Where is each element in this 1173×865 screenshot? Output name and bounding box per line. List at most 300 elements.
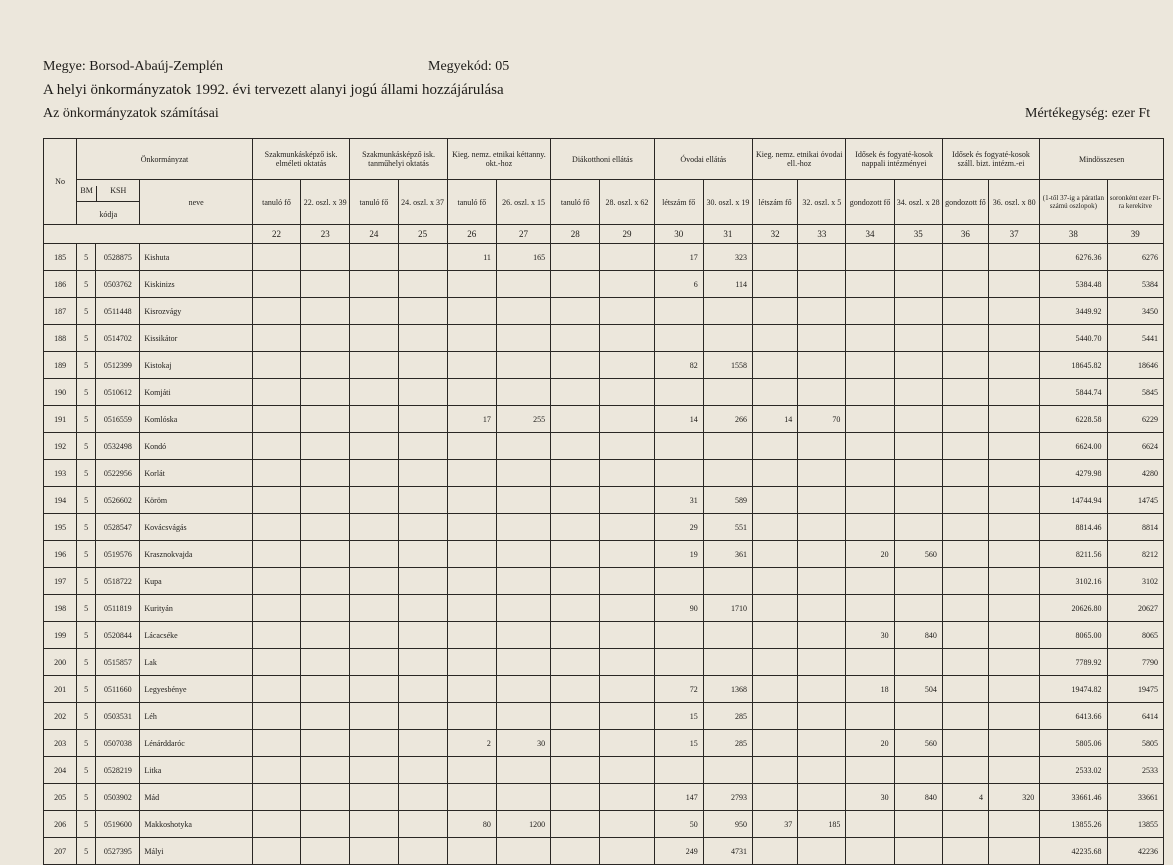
row-value-cell-33 — [798, 838, 846, 865]
row-value-cell-38: 14744.94 — [1040, 487, 1107, 514]
row-value-cell-31: 589 — [703, 487, 752, 514]
subheader-12: gondozott fő — [846, 180, 894, 225]
row-value-cell-28 — [551, 730, 600, 757]
row-value-cell-23 — [301, 568, 350, 595]
row-ksh-cell: 0507038 — [96, 730, 140, 757]
row-value-cell-31: 950 — [703, 811, 752, 838]
subheader-6: tanuló fő — [551, 180, 600, 225]
row-value-cell-31: 1710 — [703, 595, 752, 622]
table-row — [44, 568, 1164, 595]
col-number-34: 34 — [846, 225, 894, 244]
row-value-cell-25 — [398, 811, 447, 838]
row-value-cell-37 — [989, 460, 1040, 487]
row-value-cell-32 — [753, 676, 798, 703]
neve-header: neve — [140, 180, 252, 225]
row-value-cell-23 — [301, 703, 350, 730]
row-value-cell-37 — [989, 703, 1040, 730]
row-bm-cell: 5 — [77, 433, 96, 460]
subheader-5: 26. oszl. x 15 — [496, 180, 550, 225]
row-value-cell-27 — [496, 433, 550, 460]
row-value-cell-27 — [496, 541, 550, 568]
row-value-cell-24 — [350, 595, 398, 622]
row-value-cell-26 — [447, 568, 496, 595]
row-value-cell-35 — [894, 811, 942, 838]
subheader-2: tanuló fő — [350, 180, 398, 225]
row-value-cell-33: 70 — [798, 406, 846, 433]
row-ksh-cell: 0528875 — [96, 244, 140, 271]
row-value-cell-38: 7789.92 — [1040, 649, 1107, 676]
row-value-cell-39: 13855 — [1107, 811, 1163, 838]
row-value-cell-31: 1368 — [703, 676, 752, 703]
row-value-cell-34 — [846, 703, 894, 730]
row-value-cell-38: 33661.46 — [1040, 784, 1107, 811]
row-value-cell-24 — [350, 676, 398, 703]
row-value-cell-25 — [398, 622, 447, 649]
row-value-cell-26 — [447, 352, 496, 379]
row-value-cell-30 — [654, 568, 703, 595]
row-value-cell-29 — [600, 541, 654, 568]
row-value-cell-27 — [496, 676, 550, 703]
col-number-22: 22 — [252, 225, 300, 244]
row-value-cell-39: 4280 — [1107, 460, 1163, 487]
row-value-cell-28 — [551, 352, 600, 379]
row-value-cell-37 — [989, 487, 1040, 514]
row-value-cell-33 — [798, 514, 846, 541]
row-value-cell-32 — [753, 703, 798, 730]
row-value-cell-26: 2 — [447, 730, 496, 757]
row-no-cell: 198 — [44, 595, 77, 622]
row-value-cell-25 — [398, 595, 447, 622]
row-bm-cell: 5 — [77, 244, 96, 271]
row-value-cell-28 — [551, 676, 600, 703]
col-number-24: 24 — [350, 225, 398, 244]
row-value-cell-24 — [350, 541, 398, 568]
row-no-cell: 205 — [44, 784, 77, 811]
row-value-cell-23 — [301, 433, 350, 460]
row-no-cell: 187 — [44, 298, 77, 325]
row-value-cell-30: 19 — [654, 541, 703, 568]
row-ksh-cell: 0503762 — [96, 271, 140, 298]
row-name-cell: Lénárddaróc — [140, 730, 252, 757]
row-value-cell-29 — [600, 730, 654, 757]
row-name-cell: Kiskinizs — [140, 271, 252, 298]
row-value-cell-35 — [894, 244, 942, 271]
row-value-cell-23 — [301, 460, 350, 487]
row-value-cell-23 — [301, 595, 350, 622]
row-value-cell-39: 8814 — [1107, 514, 1163, 541]
table-row — [44, 406, 1164, 433]
row-value-cell-28 — [551, 811, 600, 838]
row-value-cell-38: 5384.48 — [1040, 271, 1107, 298]
row-value-cell-38: 6413.66 — [1040, 703, 1107, 730]
row-value-cell-26 — [447, 325, 496, 352]
col-number-29: 29 — [600, 225, 654, 244]
row-value-cell-38: 5805.06 — [1040, 730, 1107, 757]
row-value-cell-22 — [252, 433, 300, 460]
row-value-cell-33 — [798, 730, 846, 757]
row-value-cell-33 — [798, 244, 846, 271]
row-value-cell-25 — [398, 757, 447, 784]
county-label: Megye: Borsod-Abaúj-Zemplén — [43, 59, 224, 74]
row-value-cell-26 — [447, 514, 496, 541]
row-value-cell-34 — [846, 298, 894, 325]
unit-label: Mértékegység: ezer Ft — [1025, 106, 1151, 121]
row-value-cell-37 — [989, 406, 1040, 433]
row-value-cell-26 — [447, 757, 496, 784]
row-value-cell-26 — [447, 460, 496, 487]
row-value-cell-27: 255 — [496, 406, 550, 433]
row-value-cell-38: 19474.82 — [1040, 676, 1107, 703]
col-group-5: Kieg. nemz. etnikai óvodai ell.-hoz — [753, 139, 846, 180]
row-no-cell: 192 — [44, 433, 77, 460]
row-value-cell-24 — [350, 244, 398, 271]
row-value-cell-30: 31 — [654, 487, 703, 514]
row-value-cell-29 — [600, 703, 654, 730]
row-name-cell: Korlát — [140, 460, 252, 487]
row-bm-cell: 5 — [77, 406, 96, 433]
row-value-cell-34 — [846, 649, 894, 676]
row-value-cell-35 — [894, 460, 942, 487]
subheader-9: 30. oszl. x 19 — [703, 180, 752, 225]
row-value-cell-33 — [798, 541, 846, 568]
row-value-cell-25 — [398, 406, 447, 433]
document-title: A helyi önkormányzatok 1992. évi tervezett alanyi jogú állami hozzájárulása — [43, 82, 504, 98]
row-value-cell-28 — [551, 541, 600, 568]
row-value-cell-33 — [798, 784, 846, 811]
row-value-cell-23 — [301, 352, 350, 379]
row-value-cell-26 — [447, 271, 496, 298]
data-table — [43, 138, 1164, 865]
row-ksh-cell: 0516559 — [96, 406, 140, 433]
row-value-cell-32 — [753, 541, 798, 568]
row-value-cell-34 — [846, 757, 894, 784]
col-number-31: 31 — [703, 225, 752, 244]
col-number-28: 28 — [551, 225, 600, 244]
row-value-cell-22 — [252, 811, 300, 838]
row-value-cell-24 — [350, 325, 398, 352]
row-value-cell-31 — [703, 379, 752, 406]
table-row — [44, 784, 1164, 811]
row-value-cell-32 — [753, 649, 798, 676]
row-value-cell-24 — [350, 622, 398, 649]
row-bm-cell: 5 — [77, 487, 96, 514]
row-value-cell-34 — [846, 595, 894, 622]
row-name-cell: Kupa — [140, 568, 252, 595]
row-value-cell-24 — [350, 784, 398, 811]
row-ksh-cell: 0528547 — [96, 514, 140, 541]
row-value-cell-24 — [350, 460, 398, 487]
row-value-cell-23 — [301, 541, 350, 568]
row-no-cell: 200 — [44, 649, 77, 676]
row-value-cell-28 — [551, 838, 600, 865]
row-value-cell-32 — [753, 379, 798, 406]
row-value-cell-31: 551 — [703, 514, 752, 541]
row-value-cell-32 — [753, 244, 798, 271]
row-value-cell-37 — [989, 352, 1040, 379]
row-value-cell-24 — [350, 811, 398, 838]
row-value-cell-26 — [447, 838, 496, 865]
row-value-cell-30: 14 — [654, 406, 703, 433]
row-value-cell-29 — [600, 595, 654, 622]
row-value-cell-33 — [798, 703, 846, 730]
row-value-cell-27 — [496, 622, 550, 649]
row-bm-cell: 5 — [77, 379, 96, 406]
row-ksh-cell: 0518722 — [96, 568, 140, 595]
row-value-cell-38: 18645.82 — [1040, 352, 1107, 379]
row-value-cell-33 — [798, 622, 846, 649]
row-value-cell-39: 18646 — [1107, 352, 1163, 379]
row-ksh-cell: 0511660 — [96, 676, 140, 703]
row-value-cell-37 — [989, 433, 1040, 460]
row-value-cell-34 — [846, 406, 894, 433]
row-no-cell: 191 — [44, 406, 77, 433]
row-value-cell-38: 2533.02 — [1040, 757, 1107, 784]
row-value-cell-31: 285 — [703, 730, 752, 757]
row-value-cell-36 — [942, 568, 988, 595]
row-value-cell-29 — [600, 325, 654, 352]
row-value-cell-36 — [942, 595, 988, 622]
row-value-cell-36 — [942, 757, 988, 784]
row-value-cell-25 — [398, 325, 447, 352]
row-bm-cell: 5 — [77, 838, 96, 865]
row-value-cell-31 — [703, 325, 752, 352]
row-ksh-cell: 0527395 — [96, 838, 140, 865]
row-value-cell-31: 361 — [703, 541, 752, 568]
row-value-cell-35: 840 — [894, 622, 942, 649]
row-no-cell: 196 — [44, 541, 77, 568]
row-value-cell-25 — [398, 379, 447, 406]
code-header-split — [77, 186, 139, 202]
code-header-cell — [77, 180, 140, 225]
row-value-cell-35: 504 — [894, 676, 942, 703]
row-value-cell-31: 4731 — [703, 838, 752, 865]
row-value-cell-34 — [846, 460, 894, 487]
row-value-cell-35 — [894, 568, 942, 595]
subheader-8: létszám fő — [654, 180, 703, 225]
row-value-cell-25 — [398, 568, 447, 595]
row-value-cell-28 — [551, 298, 600, 325]
row-value-cell-27 — [496, 757, 550, 784]
row-value-cell-29 — [600, 487, 654, 514]
row-value-cell-37 — [989, 325, 1040, 352]
row-value-cell-35 — [894, 838, 942, 865]
row-value-cell-38: 5440.70 — [1040, 325, 1107, 352]
table-row — [44, 487, 1164, 514]
row-value-cell-36 — [942, 298, 988, 325]
row-ksh-cell: 0503531 — [96, 703, 140, 730]
row-no-cell: 189 — [44, 352, 77, 379]
col-group-8: Mindösszesen — [1040, 139, 1164, 180]
row-value-cell-25 — [398, 730, 447, 757]
row-value-cell-27 — [496, 352, 550, 379]
table-row — [44, 757, 1164, 784]
col-number-32: 32 — [753, 225, 798, 244]
row-value-cell-30: 82 — [654, 352, 703, 379]
row-bm-cell: 5 — [77, 325, 96, 352]
row-value-cell-39: 3102 — [1107, 568, 1163, 595]
row-value-cell-34: 30 — [846, 784, 894, 811]
row-value-cell-37 — [989, 676, 1040, 703]
row-value-cell-34: 20 — [846, 541, 894, 568]
row-value-cell-34 — [846, 271, 894, 298]
row-value-cell-26 — [447, 298, 496, 325]
row-value-cell-27 — [496, 703, 550, 730]
row-value-cell-24 — [350, 406, 398, 433]
col-number-30: 30 — [654, 225, 703, 244]
row-value-cell-37 — [989, 541, 1040, 568]
row-value-cell-33 — [798, 487, 846, 514]
row-value-cell-39: 5441 — [1107, 325, 1163, 352]
row-value-cell-22 — [252, 541, 300, 568]
row-name-cell: Krasznokvajda — [140, 541, 252, 568]
row-bm-cell: 5 — [77, 703, 96, 730]
row-value-cell-34 — [846, 379, 894, 406]
row-value-cell-27 — [496, 298, 550, 325]
row-value-cell-28 — [551, 244, 600, 271]
row-bm-cell: 5 — [77, 460, 96, 487]
row-value-cell-32 — [753, 595, 798, 622]
subheader-0: tanuló fő — [252, 180, 300, 225]
subheader-3: 24. oszl. x 37 — [398, 180, 447, 225]
row-value-cell-30 — [654, 298, 703, 325]
row-value-cell-30 — [654, 433, 703, 460]
row-ksh-cell: 0514702 — [96, 325, 140, 352]
row-value-cell-27 — [496, 595, 550, 622]
row-value-cell-33 — [798, 676, 846, 703]
row-value-cell-22 — [252, 298, 300, 325]
row-value-cell-27 — [496, 649, 550, 676]
col-group-2: Kieg. nemz. etnikai kéttanny. okt.-hoz — [447, 139, 550, 180]
row-value-cell-32 — [753, 838, 798, 865]
row-value-cell-33 — [798, 595, 846, 622]
row-value-cell-25 — [398, 487, 447, 514]
row-no-cell: 188 — [44, 325, 77, 352]
row-value-cell-31 — [703, 568, 752, 595]
row-name-cell: Mályi — [140, 838, 252, 865]
row-value-cell-37 — [989, 244, 1040, 271]
row-value-cell-30: 50 — [654, 811, 703, 838]
row-value-cell-32 — [753, 433, 798, 460]
row-bm-cell: 5 — [77, 352, 96, 379]
row-value-cell-31 — [703, 460, 752, 487]
row-value-cell-38: 8065.00 — [1040, 622, 1107, 649]
row-value-cell-32 — [753, 514, 798, 541]
row-no-cell: 202 — [44, 703, 77, 730]
table-header — [44, 139, 1164, 244]
row-value-cell-38: 3449.92 — [1040, 298, 1107, 325]
row-bm-cell: 5 — [77, 730, 96, 757]
row-value-cell-34 — [846, 487, 894, 514]
row-value-cell-23 — [301, 514, 350, 541]
row-value-cell-31: 1558 — [703, 352, 752, 379]
row-value-cell-34 — [846, 514, 894, 541]
table-row — [44, 811, 1164, 838]
table-row — [44, 514, 1164, 541]
row-value-cell-29 — [600, 622, 654, 649]
row-value-cell-26 — [447, 487, 496, 514]
row-value-cell-39: 6229 — [1107, 406, 1163, 433]
row-name-cell: Kistokaj — [140, 352, 252, 379]
row-name-cell: Kondó — [140, 433, 252, 460]
table-body — [44, 244, 1164, 865]
ksh-header: KSH — [110, 185, 127, 195]
row-value-cell-22 — [252, 271, 300, 298]
row-value-cell-24 — [350, 568, 398, 595]
row-value-cell-22 — [252, 244, 300, 271]
row-value-cell-27 — [496, 487, 550, 514]
row-bm-cell: 5 — [77, 541, 96, 568]
row-value-cell-33 — [798, 649, 846, 676]
row-name-cell: Kurityán — [140, 595, 252, 622]
col-group-onkormanyzat: Önkormányzat — [77, 139, 253, 180]
row-value-cell-29 — [600, 244, 654, 271]
row-value-cell-30: 15 — [654, 703, 703, 730]
row-value-cell-22 — [252, 730, 300, 757]
table-row — [44, 352, 1164, 379]
row-value-cell-30 — [654, 649, 703, 676]
row-value-cell-25 — [398, 649, 447, 676]
row-value-cell-37 — [989, 730, 1040, 757]
row-name-cell: Mád — [140, 784, 252, 811]
row-value-cell-29 — [600, 514, 654, 541]
row-value-cell-31: 285 — [703, 703, 752, 730]
row-no-cell: 197 — [44, 568, 77, 595]
row-value-cell-35: 840 — [894, 784, 942, 811]
row-value-cell-36: 4 — [942, 784, 988, 811]
row-value-cell-29 — [600, 757, 654, 784]
row-value-cell-29 — [600, 811, 654, 838]
col-no-header: No — [44, 139, 77, 225]
row-value-cell-36 — [942, 541, 988, 568]
row-value-cell-22 — [252, 757, 300, 784]
subheader-7: 28. oszl. x 62 — [600, 180, 654, 225]
row-value-cell-31: 114 — [703, 271, 752, 298]
row-value-cell-30 — [654, 379, 703, 406]
col-number-35: 35 — [894, 225, 942, 244]
row-value-cell-25 — [398, 838, 447, 865]
table-row — [44, 298, 1164, 325]
table-row — [44, 595, 1164, 622]
row-value-cell-31: 266 — [703, 406, 752, 433]
kodja-header: kódja — [99, 209, 118, 219]
row-value-cell-33 — [798, 757, 846, 784]
row-bm-cell: 5 — [77, 649, 96, 676]
row-value-cell-33 — [798, 460, 846, 487]
row-value-cell-27 — [496, 271, 550, 298]
row-value-cell-28 — [551, 325, 600, 352]
row-value-cell-26: 80 — [447, 811, 496, 838]
row-value-cell-26 — [447, 676, 496, 703]
row-value-cell-32 — [753, 568, 798, 595]
row-value-cell-35 — [894, 325, 942, 352]
row-value-cell-36 — [942, 352, 988, 379]
row-ksh-cell: 0522956 — [96, 460, 140, 487]
row-value-cell-39: 3450 — [1107, 298, 1163, 325]
county-code-label: Megyekód: 05 — [428, 59, 510, 74]
col-number-23: 23 — [301, 225, 350, 244]
row-value-cell-35 — [894, 298, 942, 325]
document-subtitle: Az önkormányzatok számításai — [43, 106, 219, 121]
row-value-cell-39: 5845 — [1107, 379, 1163, 406]
row-value-cell-28 — [551, 514, 600, 541]
row-value-cell-22 — [252, 325, 300, 352]
row-value-cell-28 — [551, 271, 600, 298]
row-name-cell: Lak — [140, 649, 252, 676]
row-value-cell-34 — [846, 352, 894, 379]
row-value-cell-38: 3102.16 — [1040, 568, 1107, 595]
row-value-cell-39: 42236 — [1107, 838, 1163, 865]
row-value-cell-24 — [350, 379, 398, 406]
